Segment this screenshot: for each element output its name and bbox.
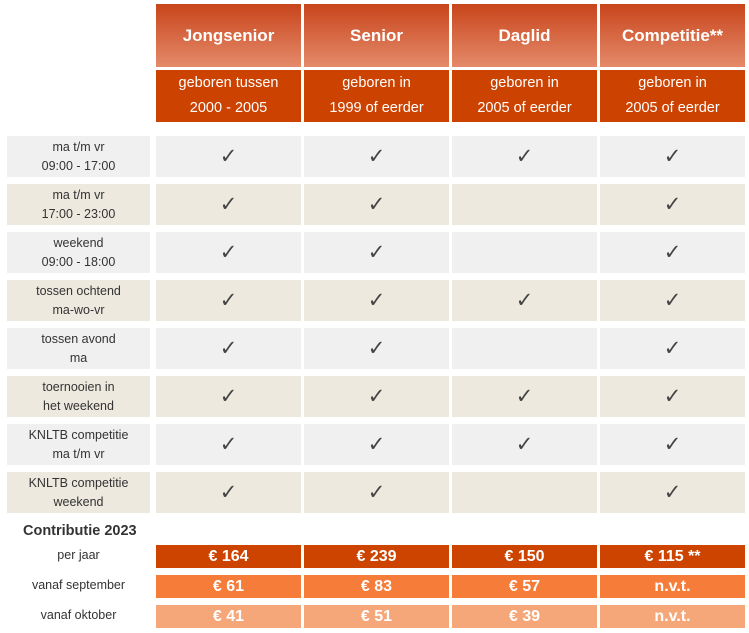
checkmark-icon: ✓ <box>367 193 386 216</box>
table-cell <box>156 280 301 321</box>
row-label-line2: 09:00 - 18:00 <box>41 254 116 269</box>
column-subheader-daglid <box>452 70 597 122</box>
row-label <box>7 328 150 369</box>
checkmark-icon: ✓ <box>367 481 386 504</box>
table-cell <box>304 184 449 225</box>
table-cell <box>452 424 597 465</box>
price-senior-per-jaar: € 239 <box>304 545 449 568</box>
checkmark-icon: ✓ <box>367 289 386 312</box>
price-jongsenior-september: € 61 <box>156 575 301 598</box>
row-label-line1: KNLTB competitie <box>28 427 129 442</box>
column-header-senior: Senior <box>304 4 449 67</box>
checkmark-icon: ✓ <box>219 289 238 312</box>
table-cell <box>156 232 301 273</box>
row-label <box>7 184 150 225</box>
row-label-line1: ma t/m vr <box>52 139 105 154</box>
checkmark-icon: ✓ <box>663 433 682 456</box>
row-label-line2: ma-wo-vr <box>52 302 105 317</box>
row-label <box>7 232 150 273</box>
row-label-line1: toernooien in <box>42 379 115 394</box>
price-competitie-oktober: n.v.t. <box>600 605 745 628</box>
table-cell <box>156 472 301 513</box>
checkmark-icon: ✓ <box>515 145 534 168</box>
checkmark-icon: ✓ <box>367 241 386 264</box>
contributie-title: Contributie 2023 <box>23 523 137 539</box>
table-cell <box>600 136 745 177</box>
row-label-line2: ma t/m vr <box>52 446 105 461</box>
checkmark-icon: ✓ <box>515 433 534 456</box>
table-cell <box>304 328 449 369</box>
row-label-line2: 17:00 - 23:00 <box>41 206 116 221</box>
checkmark-icon: ✓ <box>219 385 238 408</box>
table-cell <box>600 280 745 321</box>
row-label-line2: het weekend <box>43 398 114 413</box>
checkmark-icon: ✓ <box>515 289 534 312</box>
table-cell <box>452 328 597 369</box>
row-label <box>7 472 150 513</box>
price-daglid-oktober: € 39 <box>452 605 597 628</box>
column-subheader-line2: 2005 of eerder <box>625 100 720 116</box>
price-label-vanaf-september: vanaf september <box>31 578 126 592</box>
price-competitie-september: n.v.t. <box>600 575 745 598</box>
checkmark-icon: ✓ <box>219 193 238 216</box>
checkmark-icon: ✓ <box>219 337 238 360</box>
price-daglid-september: € 57 <box>452 575 597 598</box>
checkmark-icon: ✓ <box>663 337 682 360</box>
table-cell <box>156 328 301 369</box>
table-cell <box>452 184 597 225</box>
table-cell <box>304 280 449 321</box>
column-subheader-line2: 2000 - 2005 <box>189 100 268 116</box>
table-cell <box>452 376 597 417</box>
checkmark-icon: ✓ <box>367 337 386 360</box>
price-jongsenior-per-jaar: € 164 <box>156 545 301 568</box>
checkmark-icon: ✓ <box>663 241 682 264</box>
column-subheader-line1: geboren in <box>490 75 559 91</box>
checkmark-icon: ✓ <box>663 145 682 168</box>
checkmark-icon: ✓ <box>219 145 238 168</box>
checkmark-icon: ✓ <box>219 481 238 504</box>
table-cell <box>600 376 745 417</box>
table-cell <box>600 472 745 513</box>
row-label-line2: 09:00 - 17:00 <box>41 158 116 173</box>
table-cell <box>452 136 597 177</box>
row-label <box>7 376 150 417</box>
column-subheader-jongsenior <box>156 70 301 122</box>
table-cell <box>452 472 597 513</box>
table-cell <box>304 376 449 417</box>
column-header-competitie: Competitie** <box>600 4 745 67</box>
checkmark-icon: ✓ <box>367 433 386 456</box>
price-senior-oktober: € 51 <box>304 605 449 628</box>
table-cell <box>600 232 745 273</box>
price-jongsenior-oktober: € 41 <box>156 605 301 628</box>
row-label-line2: weekend <box>53 494 104 509</box>
price-label-vanaf-oktober: vanaf oktober <box>40 608 117 622</box>
row-label-line1: weekend <box>53 235 104 250</box>
column-subheader-line2: 2005 of eerder <box>477 100 572 116</box>
table-cell <box>304 472 449 513</box>
row-label-line1: tossen avond <box>41 331 116 346</box>
table-cell <box>600 328 745 369</box>
checkmark-icon: ✓ <box>663 481 682 504</box>
table-cell <box>156 184 301 225</box>
row-label <box>7 280 150 321</box>
price-senior-september: € 83 <box>304 575 449 598</box>
column-subheader-senior <box>304 70 449 122</box>
row-label-line1: ma t/m vr <box>52 187 105 202</box>
column-subheader-line1: geboren in <box>638 75 707 91</box>
row-label <box>7 136 150 177</box>
checkmark-icon: ✓ <box>219 241 238 264</box>
column-subheader-line1: geboren tussen <box>178 75 279 91</box>
column-subheader-line1: geboren in <box>342 75 411 91</box>
table-cell <box>304 424 449 465</box>
column-subheader-line2: 1999 of eerder <box>329 100 424 116</box>
table-cell <box>156 136 301 177</box>
price-competitie-per-jaar: € 115 ** <box>600 545 745 568</box>
column-header-jongsenior: Jongsenior <box>156 4 301 67</box>
row-label-line2: ma <box>69 350 88 365</box>
table-cell <box>452 280 597 321</box>
checkmark-icon: ✓ <box>663 193 682 216</box>
checkmark-icon: ✓ <box>663 289 682 312</box>
column-subheader-competitie <box>600 70 745 122</box>
price-label-per-jaar: per jaar <box>57 548 100 562</box>
checkmark-icon: ✓ <box>663 385 682 408</box>
row-label-line1: tossen ochtend <box>36 283 121 298</box>
price-daglid-per-jaar: € 150 <box>452 545 597 568</box>
table-cell <box>156 376 301 417</box>
table-cell <box>304 232 449 273</box>
checkmark-icon: ✓ <box>515 385 534 408</box>
table-cell <box>304 136 449 177</box>
table-cell <box>600 424 745 465</box>
table-cell <box>600 184 745 225</box>
checkmark-icon: ✓ <box>367 145 386 168</box>
row-label <box>7 424 150 465</box>
checkmark-icon: ✓ <box>219 433 238 456</box>
checkmark-icon: ✓ <box>367 385 386 408</box>
table-cell <box>156 424 301 465</box>
column-header-daglid: Daglid <box>452 4 597 67</box>
table-cell <box>452 232 597 273</box>
row-label-line1: KNLTB competitie <box>28 475 129 490</box>
